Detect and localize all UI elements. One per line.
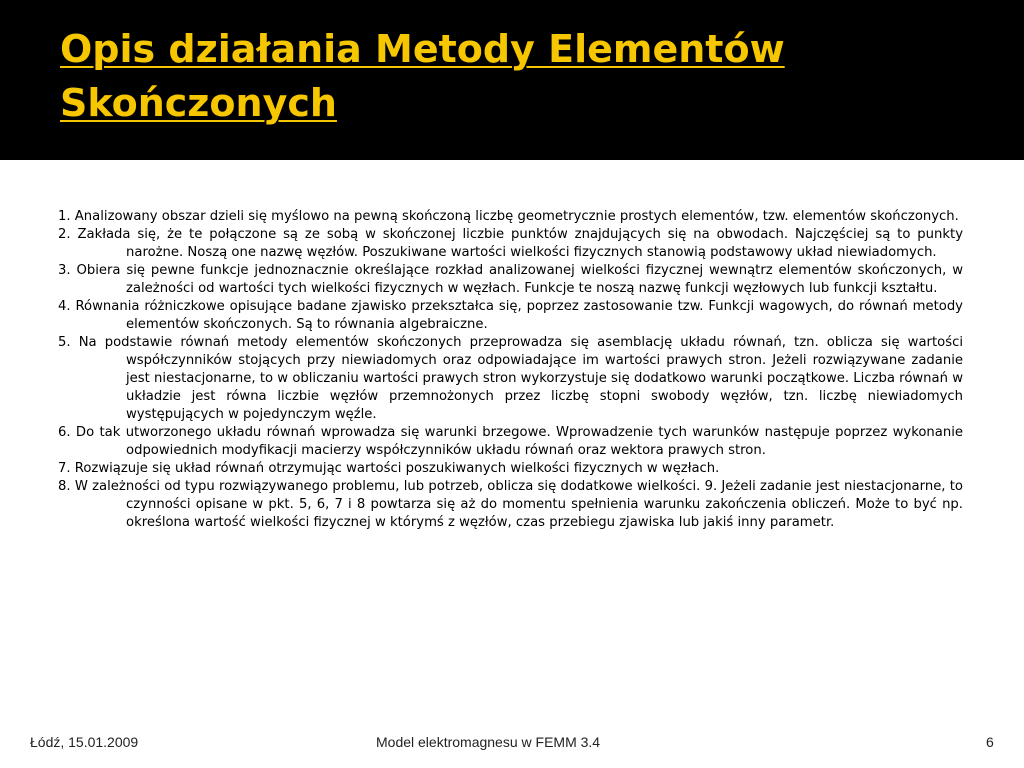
step-item: 5. Na podstawie równań metody elementów skończonych przeprowadza się asemblację układu równań, tzn. oblicza się wartości współczynników stojących przy niewiadomych oraz odpowiadające im wartości prawych stron. Jeżeli rozwiązywane zadanie jest niestacjonarne, to w obliczaniu wartości prawych stron wykorzystuje się dodatkowo warunki początkowe. Liczba równań w układzie jest równa liczbie węzłów przemnożonych przez liczbę stopni swobody węzłów, tzn. liczbę niewiadomych występujących w pojedynczym węźle. (58, 335, 963, 422)
step-list (58, 208, 963, 532)
footer-date: Łódź, 15.01.2009 (30, 734, 139, 750)
footer-presentation-title: Model elektromagnesu w FEMM 3.4 (376, 734, 601, 750)
step-item: 6. Do tak utworzonego układu równań wprowadza się warunki brzegowe. Wprowadzenie tych warunków następuje poprzez wykonanie odpowiednich modyfikacji macierzy współczynników układu równań oraz wektora prawych stron. (58, 425, 963, 458)
step-item: 3. Obiera się pewne funkcje jednoznacznie określające rozkład analizowanej wielkości fizycznej wewnątrz elementów skończonych, w zależności od wartości tych wielkości fizycznych w węzłach. Funkcje te noszą nazwę funkcji węzłowych lub funkcji kształtu. (58, 263, 963, 296)
step-item: 4. Równania różniczkowe opisujące badane zjawisko przekształca się, poprzez zastosowanie tzw. Funkcji wagowych, do równań metody elementów skończonych. Są to równania algebraiczne. (58, 299, 963, 332)
step-item: 7. Rozwiązuje się układ równań otrzymując wartości poszukiwanych wielkości fizycznych w węzłach. (58, 461, 720, 476)
content-panel (0, 160, 1024, 768)
title-bar (0, 0, 1024, 160)
step-item: 1. Analizowany obszar dzieli się myślowo na pewną skończoną liczbę geometrycznie prostych elementów, tzw. elementów skończonych. (58, 209, 959, 224)
slide-title: Opis działania Metody Elementów Skończonych (60, 27, 785, 125)
step-item: 2. Zakłada się, że te połączone są ze sobą w skończonej liczbie punktów znajdujących się na obwodach. Najczęściej są to punkty narożne. Noszą one nazwę węzłów. Poszukiwane wartości wielkości fizycznych stanowią podstawowy układ niewiadomych. (58, 227, 963, 260)
step-item: 8. W zależności od typu rozwiązywanego problemu, lub potrzeb, oblicza się dodatkowe wielkości. 9. Jeżeli zadanie jest niestacjonarne, to czynności opisane w pkt. 5, 6, 7 i 8 powtarza się aż do momentu spełnienia warunku zakończenia obliczeń. Może to być np. określona wartość wielkości fizycznej w którymś z węzłów, czas przebiegu zjawiska lub jakiś inny parametr. (58, 479, 963, 530)
slide-number: 6 (986, 734, 994, 750)
